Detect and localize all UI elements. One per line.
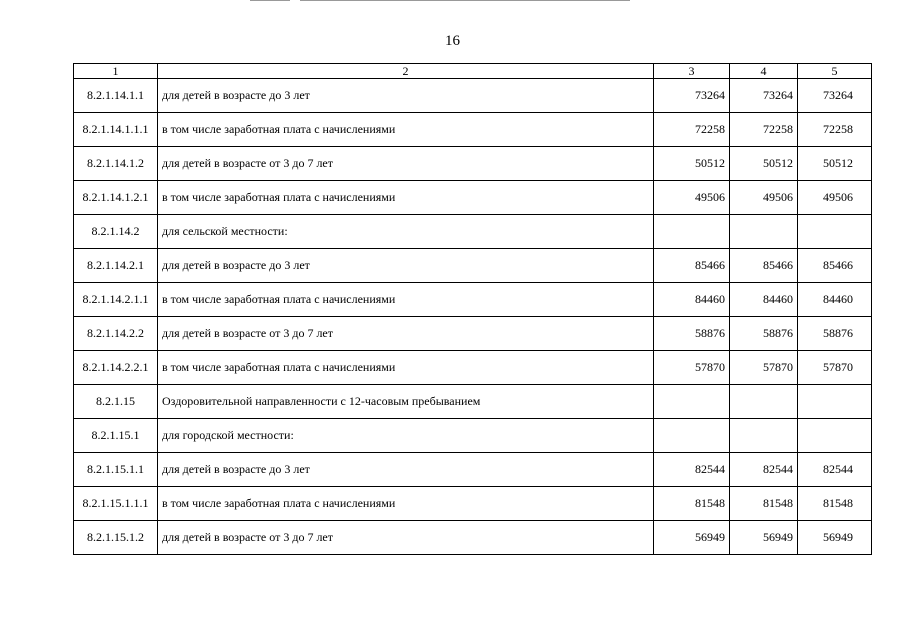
row-value-col5 xyxy=(798,419,872,453)
row-value-col3: 57870 xyxy=(654,351,730,385)
table-row xyxy=(74,487,872,521)
row-value-col4: 57870 xyxy=(730,351,798,385)
row-code: 8.2.1.14.2.2 xyxy=(74,317,158,351)
row-code: 8.2.1.14.1.1 xyxy=(74,79,158,113)
row-description: для детей в возрасте до 3 лет xyxy=(158,79,654,113)
row-value-col5: 50512 xyxy=(798,147,872,181)
table-row xyxy=(74,113,872,147)
row-value-col5: 49506 xyxy=(798,181,872,215)
row-value-col3: 81548 xyxy=(654,487,730,521)
row-value-col5: 84460 xyxy=(798,283,872,317)
row-value-col3: 58876 xyxy=(654,317,730,351)
table-row xyxy=(74,317,872,351)
row-code: 8.2.1.14.1.1.1 xyxy=(74,113,158,147)
row-value-col3 xyxy=(654,419,730,453)
row-value-col5: 85466 xyxy=(798,249,872,283)
row-value-col5: 56949 xyxy=(798,521,872,555)
row-value-col3: 49506 xyxy=(654,181,730,215)
row-value-col3: 72258 xyxy=(654,113,730,147)
row-value-col4 xyxy=(730,419,798,453)
row-value-col5: 73264 xyxy=(798,79,872,113)
row-value-col4: 73264 xyxy=(730,79,798,113)
table-header-row xyxy=(74,64,872,79)
row-value-col5: 72258 xyxy=(798,113,872,147)
scan-edge-mark xyxy=(300,0,630,1)
row-code: 8.2.1.15 xyxy=(74,385,158,419)
table-row xyxy=(74,147,872,181)
row-code: 8.2.1.14.1.2 xyxy=(74,147,158,181)
row-value-col4: 50512 xyxy=(730,147,798,181)
row-description: для детей в возрасте от 3 до 7 лет xyxy=(158,147,654,181)
row-value-col3 xyxy=(654,385,730,419)
row-code: 8.2.1.14.2 xyxy=(74,215,158,249)
table-row xyxy=(74,215,872,249)
row-value-col5 xyxy=(798,215,872,249)
row-value-col4: 49506 xyxy=(730,181,798,215)
header-cell-4: 4 xyxy=(730,64,798,79)
table-row xyxy=(74,283,872,317)
page-number: 16 xyxy=(445,33,460,49)
row-value-col3: 50512 xyxy=(654,147,730,181)
table-body xyxy=(74,64,872,555)
row-description: Оздоровительной направленности с 12-часовым пребыванием xyxy=(158,385,654,419)
row-description: в том числе заработная плата с начислениями xyxy=(158,351,654,385)
row-value-col4: 72258 xyxy=(730,113,798,147)
table-row xyxy=(74,521,872,555)
table-row xyxy=(74,351,872,385)
header-cell-5: 5 xyxy=(798,64,872,79)
table-row xyxy=(74,249,872,283)
row-code: 8.2.1.15.1 xyxy=(74,419,158,453)
scan-edge-mark xyxy=(250,0,290,1)
table-row xyxy=(74,181,872,215)
row-value-col4: 82544 xyxy=(730,453,798,487)
row-code: 8.2.1.15.1.1 xyxy=(74,453,158,487)
row-description: в том числе заработная плата с начислениями xyxy=(158,487,654,521)
row-value-col5 xyxy=(798,385,872,419)
row-value-col3: 84460 xyxy=(654,283,730,317)
header-cell-2: 2 xyxy=(158,64,654,79)
row-value-col5: 81548 xyxy=(798,487,872,521)
table-row xyxy=(74,79,872,113)
row-code: 8.2.1.14.1.2.1 xyxy=(74,181,158,215)
table-row xyxy=(74,419,872,453)
row-value-col3: 56949 xyxy=(654,521,730,555)
row-description: для детей в возрасте от 3 до 7 лет xyxy=(158,317,654,351)
row-description: в том числе заработная плата с начислениями xyxy=(158,181,654,215)
table-row xyxy=(74,453,872,487)
row-code: 8.2.1.15.1.2 xyxy=(74,521,158,555)
row-value-col5: 82544 xyxy=(798,453,872,487)
row-description: для детей в возрасте от 3 до 7 лет xyxy=(158,521,654,555)
row-value-col4: 81548 xyxy=(730,487,798,521)
row-description: для сельской местности: xyxy=(158,215,654,249)
row-value-col4: 85466 xyxy=(730,249,798,283)
row-description: для детей в возрасте до 3 лет xyxy=(158,249,654,283)
tariff-table xyxy=(73,63,872,555)
row-code: 8.2.1.14.2.1 xyxy=(74,249,158,283)
row-value-col5: 57870 xyxy=(798,351,872,385)
header-cell-1: 1 xyxy=(74,64,158,79)
row-description: в том числе заработная плата с начислениями xyxy=(158,283,654,317)
row-code: 8.2.1.15.1.1.1 xyxy=(74,487,158,521)
row-value-col3 xyxy=(654,215,730,249)
header-cell-3: 3 xyxy=(654,64,730,79)
row-description: для детей в возрасте до 3 лет xyxy=(158,453,654,487)
row-value-col3: 73264 xyxy=(654,79,730,113)
row-code: 8.2.1.14.2.1.1 xyxy=(74,283,158,317)
row-description: в том числе заработная плата с начислениями xyxy=(158,113,654,147)
row-code: 8.2.1.14.2.2.1 xyxy=(74,351,158,385)
row-value-col5: 58876 xyxy=(798,317,872,351)
row-description: для городской местности: xyxy=(158,419,654,453)
row-value-col4: 58876 xyxy=(730,317,798,351)
row-value-col4 xyxy=(730,385,798,419)
row-value-col4: 56949 xyxy=(730,521,798,555)
row-value-col4 xyxy=(730,215,798,249)
row-value-col4: 84460 xyxy=(730,283,798,317)
row-value-col3: 82544 xyxy=(654,453,730,487)
row-value-col3: 85466 xyxy=(654,249,730,283)
table-row xyxy=(74,385,872,419)
